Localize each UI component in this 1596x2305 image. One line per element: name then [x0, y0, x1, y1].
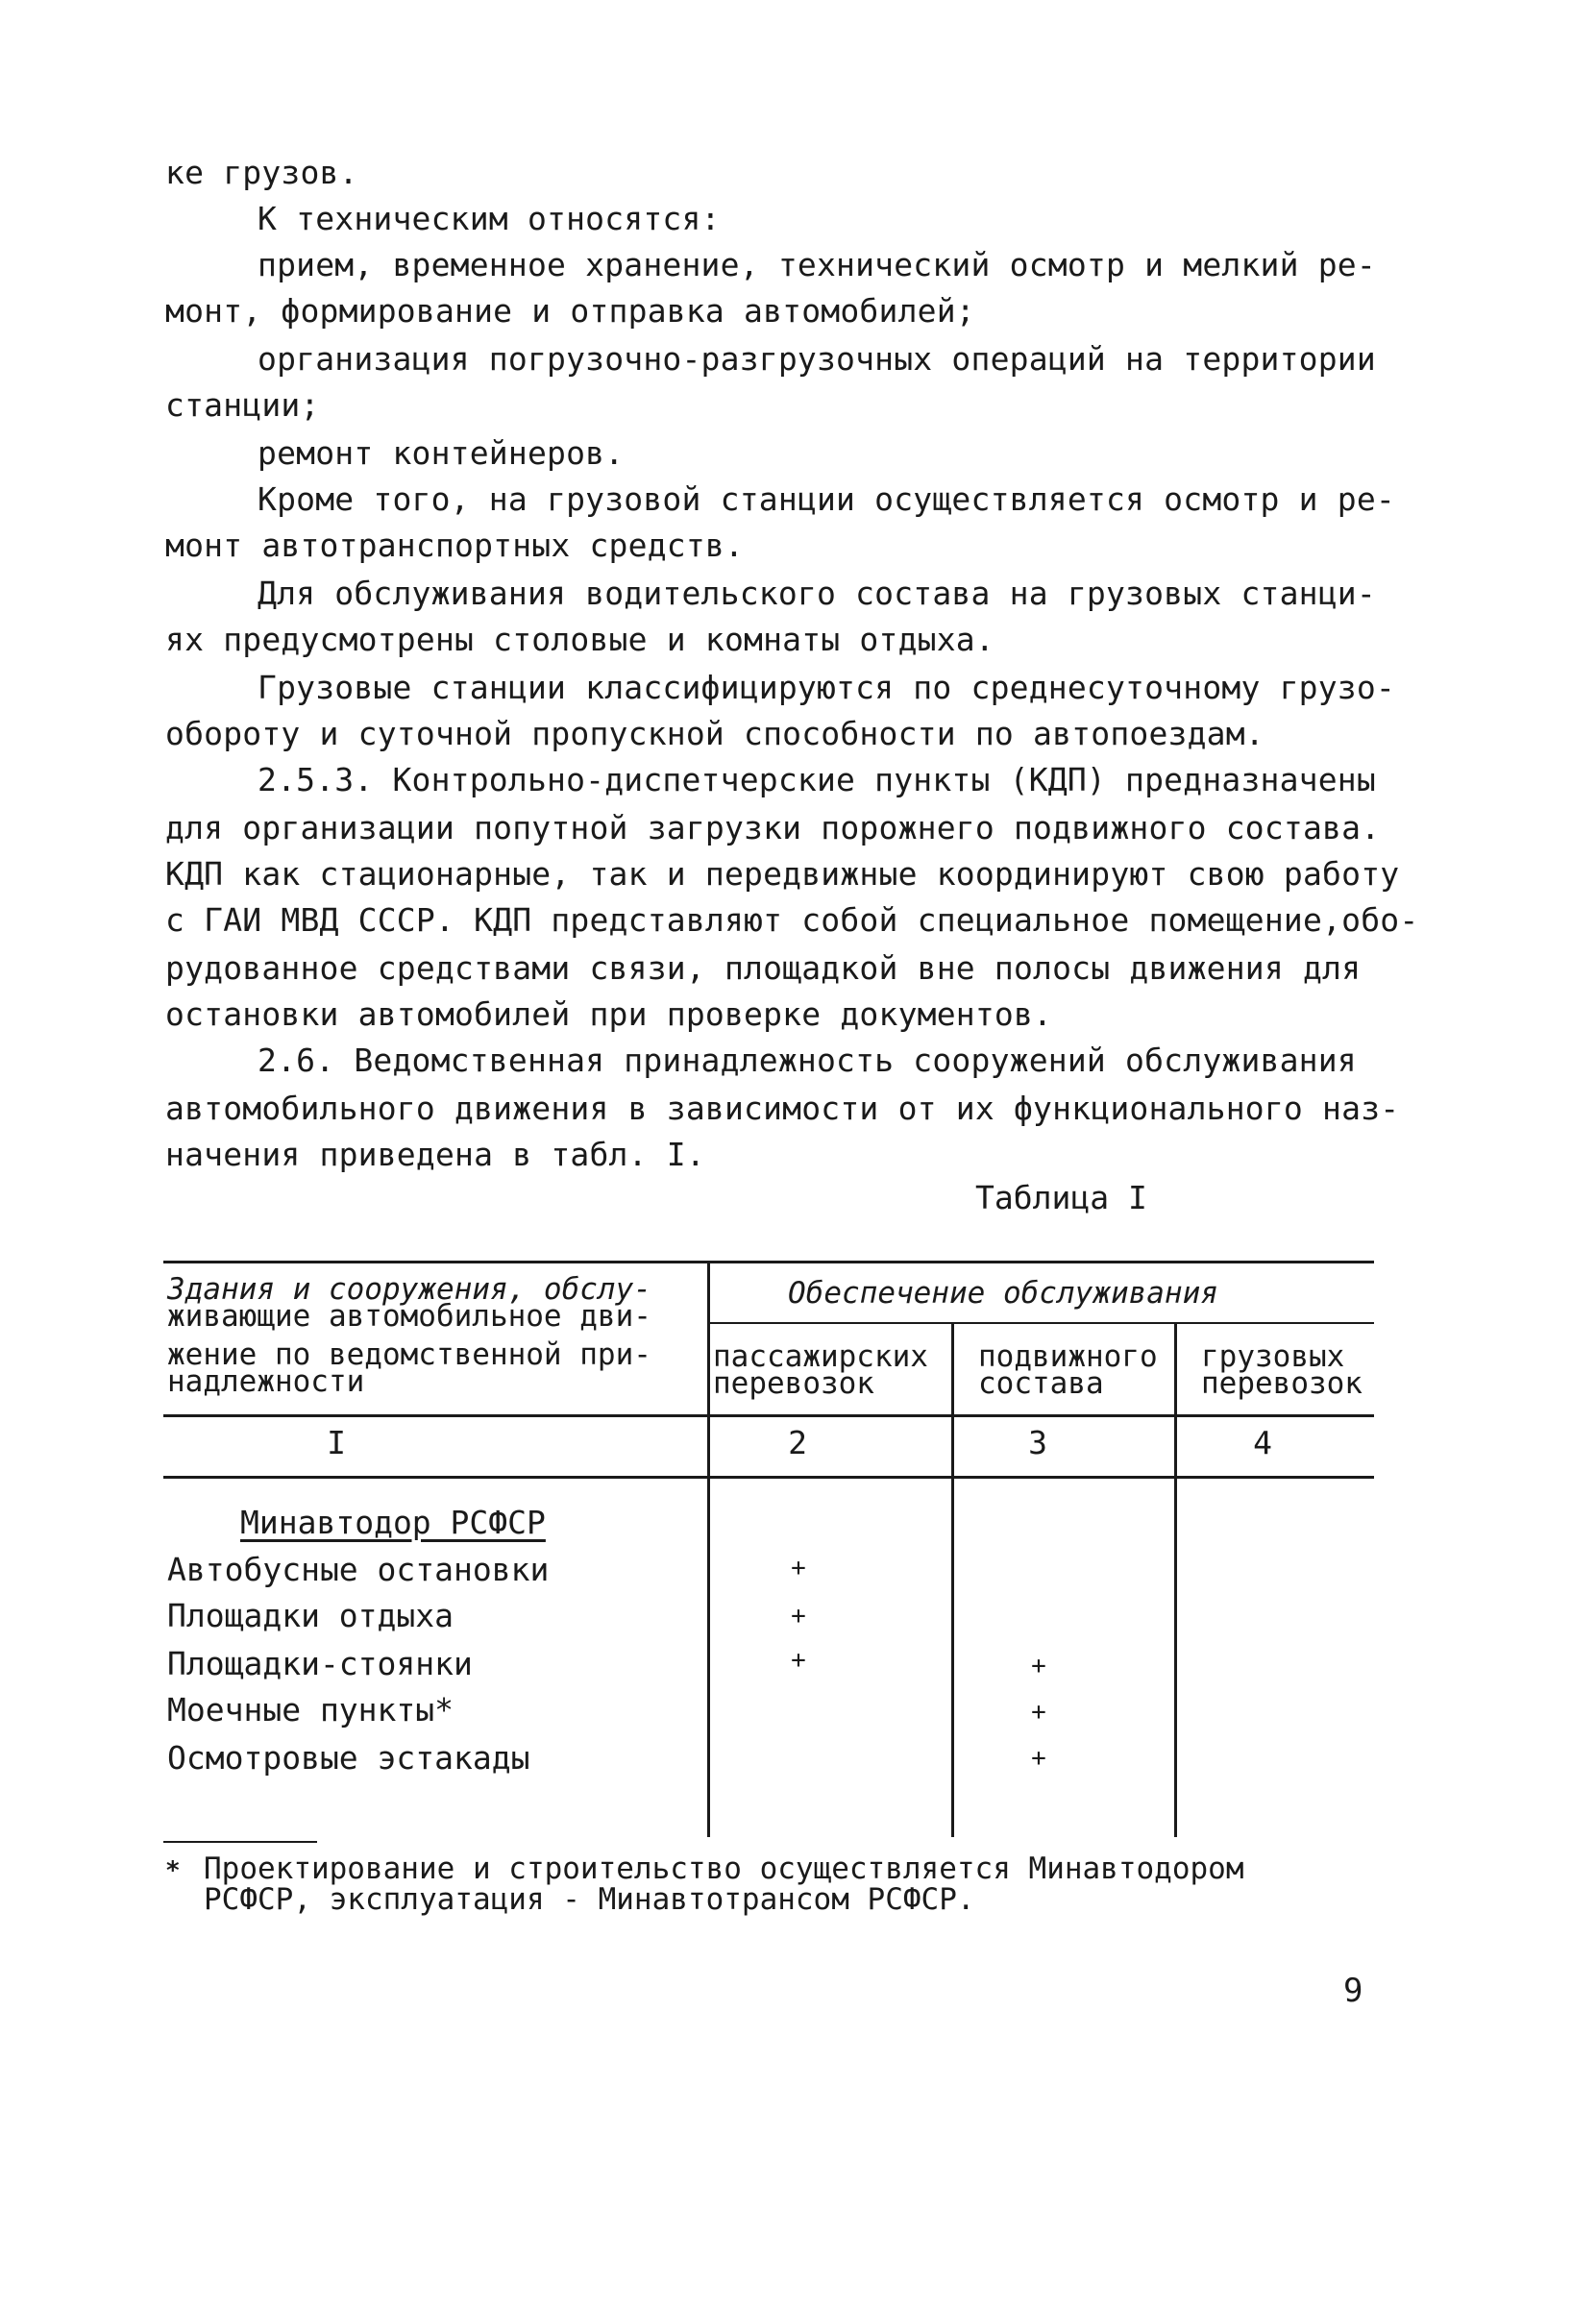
- row-mark: +: [1031, 1698, 1046, 1727]
- text-line: Кроме того, на грузовой станции осуществляется осмотр и ре-: [258, 480, 1395, 518]
- header-col2-line: пассажирских: [713, 1339, 928, 1374]
- header-col1-line: надлежности: [167, 1364, 365, 1399]
- header-col1-line: Здания и сооружения, обслу-: [167, 1272, 651, 1307]
- text-line: ремонт контейнеров.: [258, 434, 625, 472]
- text-line: станции;: [165, 386, 320, 424]
- row-mark: +: [791, 1554, 806, 1582]
- footnote-rule: [163, 1841, 317, 1843]
- text-line: КДП как стационарные, так и передвижные координируют свою работу: [165, 855, 1400, 893]
- footnote-star: *: [165, 1856, 181, 1885]
- col-divider-2: [951, 1322, 954, 1837]
- group-title: Минавтодор РСФСР: [240, 1504, 546, 1541]
- row-mark: +: [1031, 1652, 1046, 1680]
- footnote-line: Проектирование и строительство осуществляется Минавтодором: [204, 1851, 1244, 1886]
- text-line: обороту и суточной пропускной способности по автопоездам.: [165, 715, 1265, 752]
- text-line: К техническим относятся:: [258, 200, 721, 237]
- text-line: прием, временное хранение, технический осмотр и мелкий ре-: [258, 246, 1376, 283]
- row-label: Осмотровые эстакады: [167, 1739, 530, 1777]
- table-caption: Таблица I: [975, 1179, 1147, 1216]
- text-line: с ГАИ МВД СССР. КДП представляют собой специальное помещение,обо-: [165, 901, 1419, 939]
- col-number: 3: [1028, 1424, 1047, 1461]
- header-col3-line: состава: [978, 1366, 1104, 1401]
- row-label: Моечные пункты*: [167, 1691, 454, 1729]
- text-line: начения приведена в табл. I.: [165, 1136, 705, 1173]
- row-mark: +: [791, 1646, 806, 1675]
- row-label: Автобусные остановки: [167, 1551, 550, 1588]
- table-top-rule: [163, 1261, 1374, 1263]
- header-group-rule: [709, 1322, 1374, 1324]
- header-col1-line: жение по ведомственной при-: [167, 1337, 651, 1372]
- header-col3-line: подвижного: [978, 1339, 1158, 1374]
- header-col2-line: перевозок: [713, 1366, 874, 1401]
- text-line: ях предусмотрены столовые и комнаты отдыха.: [165, 621, 994, 658]
- row-label: Площадки отдыха: [167, 1597, 454, 1634]
- row-mark: +: [1031, 1744, 1046, 1773]
- col-number: 2: [788, 1424, 807, 1461]
- numbers-bottom-rule: [163, 1476, 1374, 1479]
- header-col1-line: живающие автомобильное дви-: [167, 1299, 651, 1334]
- text-line: организация погрузочно-разгрузочных операций на территории: [258, 340, 1376, 378]
- col-number: I: [327, 1424, 346, 1461]
- footnote-line: РСФСР, эксплуатация - Минавтотрансом РСФСР.: [204, 1882, 975, 1917]
- text-line: монт автотранспортных средств.: [165, 527, 745, 564]
- page-number: 9: [1343, 1972, 1363, 2010]
- header-bottom-rule: [163, 1414, 1374, 1417]
- text-line: 2.5.3. Контрольно-диспетчерские пункты (КДП) предназначены: [258, 761, 1376, 798]
- col-divider-1: [707, 1261, 710, 1837]
- row-label: Площадки-стоянки: [167, 1645, 473, 1682]
- table: [163, 1261, 1374, 1845]
- text-line: ке грузов.: [165, 154, 358, 191]
- text-line: для организации попутной загрузки порожнего подвижного состава.: [165, 809, 1381, 846]
- row-mark: +: [791, 1602, 806, 1631]
- header-col4-line: перевозок: [1201, 1366, 1363, 1401]
- header-group-label: Обеспечение обслуживания: [788, 1276, 1218, 1311]
- header-col4-line: грузовых: [1201, 1339, 1345, 1374]
- text-line: Для обслуживания водительского состава на грузовых станци-: [258, 575, 1376, 612]
- text-line: Грузовые станции классифицируются по среднесуточному грузо-: [258, 669, 1395, 706]
- col-divider-3: [1174, 1322, 1177, 1837]
- text-line: автомобильного движения в зависимости от их функционального наз-: [165, 1090, 1400, 1127]
- text-line: остановки автомобилей при проверке документов.: [165, 995, 1053, 1033]
- text-line: 2.6. Ведомственная принадлежность сооружений обслуживания: [258, 1042, 1357, 1079]
- text-line: монт, формирование и отправка автомобилей;: [165, 292, 975, 330]
- text-line: рудованное средствами связи, площадкой вне полосы движения для: [165, 949, 1362, 987]
- col-number: 4: [1253, 1424, 1272, 1461]
